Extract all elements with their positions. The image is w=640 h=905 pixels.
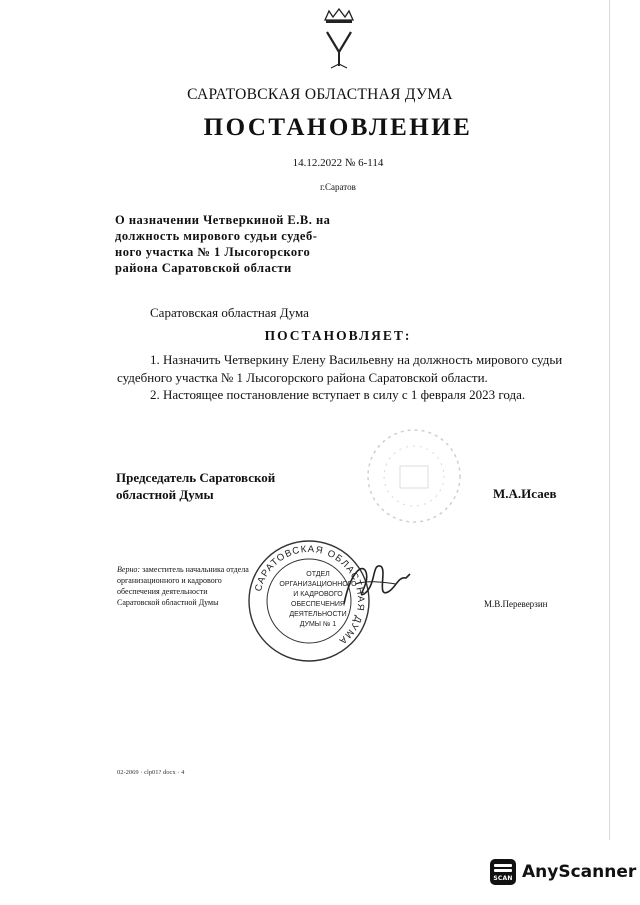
date-and-number: 14.12.2022 № 6-114 <box>292 157 384 169</box>
resolves-heading: ПОСТАНОВЛЯЕТ: <box>264 328 412 343</box>
stamp-center-line: ОТДЕЛ <box>306 571 330 578</box>
city-label: г.Саратов <box>320 182 356 192</box>
chairman-name: М.А.Исаев <box>493 486 557 501</box>
stamp-center-line: И КАДРОВОГО <box>293 591 343 598</box>
preamble: Саратовская областная Дума <box>150 305 309 320</box>
resolution-items <box>117 351 567 404</box>
scanner-app-name: AnyScanner <box>522 862 637 882</box>
stamp-center-line: ДУМЫ № 1 <box>299 621 337 628</box>
verification-line: обеспечения деятельности <box>117 587 208 596</box>
scanner-app-icon <box>490 859 516 885</box>
subject-line: ного участка № 1 Лысогорского <box>115 245 311 259</box>
stamp-ring-text: САРАТОВСКАЯ ОБЛАСТНАЯ ДУМА <box>252 543 367 647</box>
chairman-title <box>116 469 275 503</box>
chairman-title-line: Председатель Саратовской <box>116 470 276 485</box>
faint-seal-icon <box>364 426 464 526</box>
verification-line: организационного и кадрового <box>117 576 222 585</box>
document-subject <box>115 212 355 276</box>
resolution-item: 1. Назначить Четверкину Елену Васильевну на должность мирового судьи судебного участка № 1 Лысогорского района Саратовской области. <box>117 352 563 385</box>
document-type-title: ПОСТАНОВЛЕНИЕ <box>203 114 473 141</box>
verification-label: Верно: <box>117 565 141 574</box>
resolution-item: 2. Настоящее постановление вступает в силу с 1 февраля 2023 года. <box>150 387 526 402</box>
stamp-center-line: ОРГАНИЗАЦИОННОГО <box>279 581 357 588</box>
subject-line: должность мирового судьи судеб- <box>115 229 318 243</box>
chairman-title-line: областной Думы <box>116 487 214 502</box>
verification-line: Саратовской областной Думы <box>117 598 219 607</box>
file-reference: 02-2069 · сlp01? docx · 4 <box>117 769 185 776</box>
verifier-name: М.В.Переверзин <box>484 599 548 609</box>
scanner-watermark <box>490 858 636 886</box>
subject-line: района Саратовской области <box>115 261 292 275</box>
subject-line: О назначении Четверкиной Е.В. на <box>115 213 331 227</box>
scanner-icon-label: SCAN <box>493 875 513 882</box>
stamp-center-line: ОБЕСПЕЧЕНИЯ <box>291 601 345 608</box>
stamp-center-line: ДЕЯТЕЛЬНОСТИ <box>289 611 347 618</box>
verification-line: заместитель начальника отдела <box>142 565 249 574</box>
signature-scribble-icon <box>336 554 416 614</box>
crown-emblem-icon <box>318 8 360 74</box>
organization-title: САРАТОВСКАЯ ОБЛАСТНАЯ ДУМА <box>187 86 453 103</box>
